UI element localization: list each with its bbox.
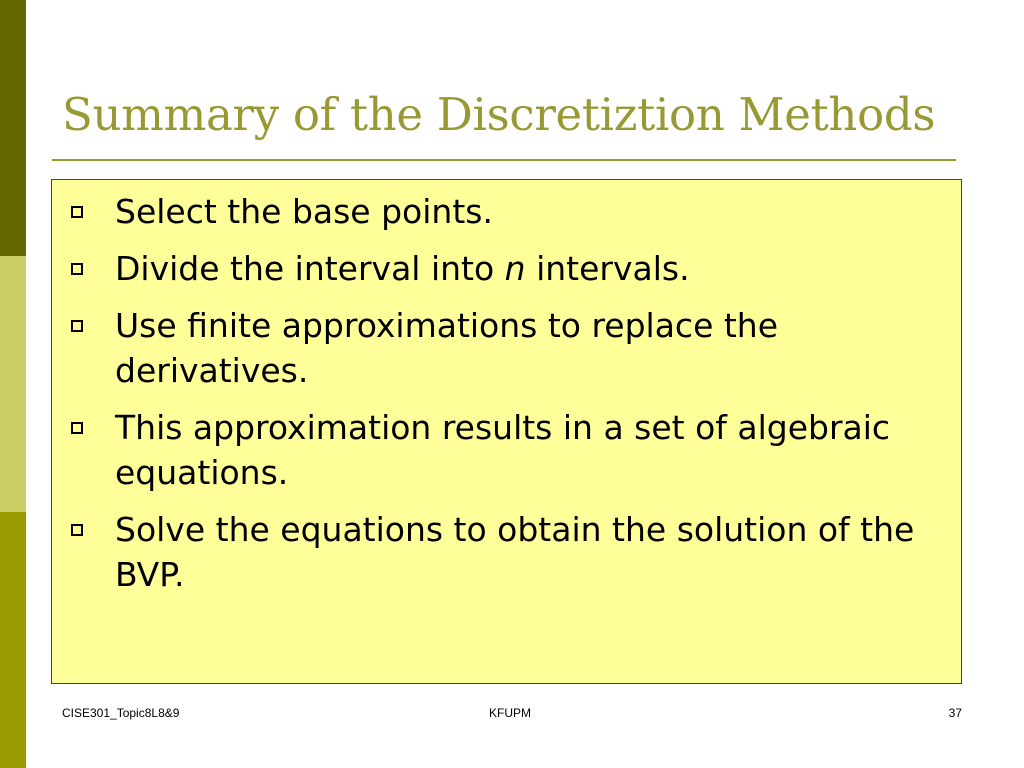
bullet-item [52,405,961,495]
content-box [51,179,962,684]
bullet-text: Divide the interval into [115,249,505,288]
hollow-square-icon [71,320,83,332]
sidebar-band-top [0,0,26,256]
slide-title: Summary of the Discretiztion Methods [62,88,936,141]
bullet-text: Solve the equations to obtain the solution of the BVP. [115,510,915,594]
sidebar-band-bottom [0,512,26,768]
hollow-square-icon [71,422,83,434]
bullet-text: intervals. [525,249,690,288]
bullet-item [52,246,961,291]
hollow-square-icon [71,263,83,275]
bullet-list [52,189,961,609]
footer-institution: KFUPM [489,706,531,720]
footer-page-number: 37 [948,706,962,720]
title-divider [52,159,956,161]
footer-course-label: CISE301_Topic8L8&9 [62,706,180,720]
variable-n: n [504,249,526,288]
bullet-item [52,303,961,393]
hollow-square-icon [71,206,83,218]
bullet-text: Select the base points. [115,192,493,231]
bullet-item [52,507,961,597]
bullet-item [52,189,961,234]
sidebar-band-middle [0,256,26,512]
bullet-text: Use finite approximations to replace the derivatives. [115,306,779,390]
hollow-square-icon [71,524,83,536]
bullet-text: This approximation results in a set of algebraic equations. [115,408,891,492]
